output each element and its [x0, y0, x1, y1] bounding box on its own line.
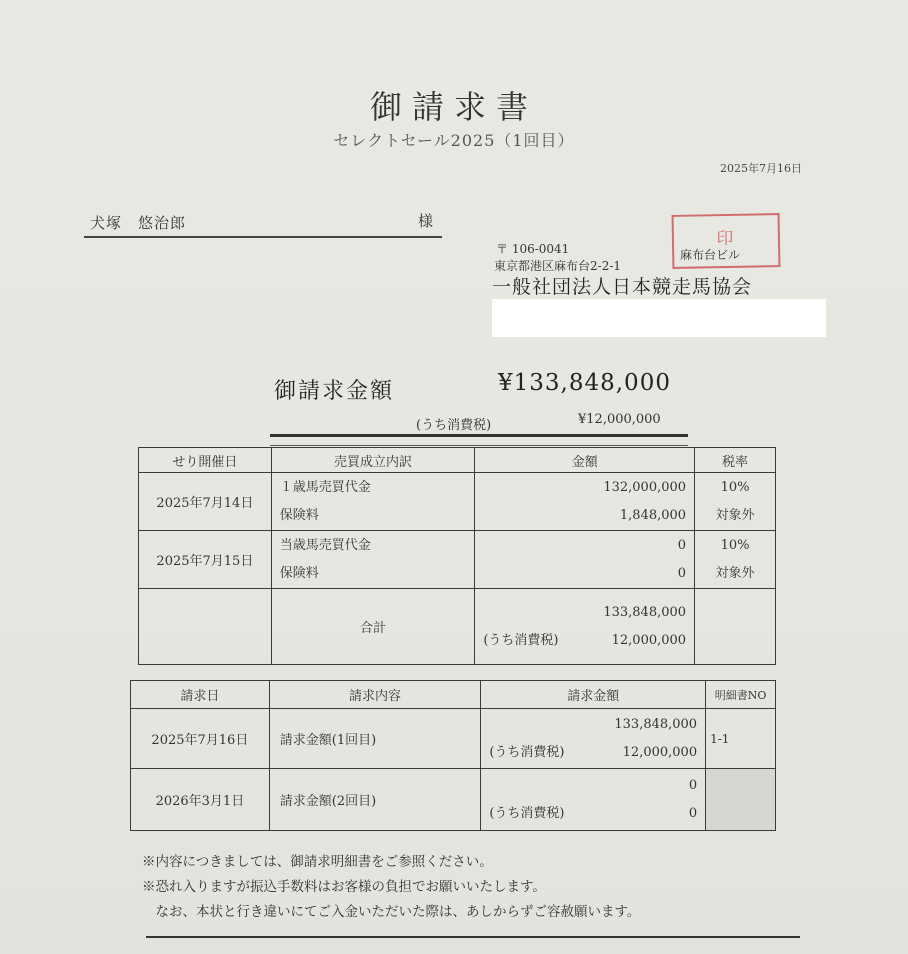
tax-label: (うち消費税)	[489, 744, 565, 760]
tax-rate: 対象外	[715, 565, 755, 581]
issuer-postal-code: 〒 106-0041	[496, 242, 570, 256]
statement-no	[706, 769, 776, 831]
row-amounts	[481, 769, 706, 831]
tax-rate: 10%	[720, 537, 750, 553]
amount-value: 133,848,000	[614, 716, 698, 732]
total-tax-line	[475, 627, 694, 655]
customer-honorific: 様	[418, 212, 434, 230]
total-amount-value: ¥133,848,000	[498, 370, 671, 396]
table-row	[139, 531, 776, 589]
total-tax-value: ¥12,000,000	[578, 412, 661, 427]
item-label: 当歳馬売買代金	[279, 537, 371, 553]
table-row	[131, 709, 776, 769]
note-line: なお、本状と行き違いにてご入金いただいた際は、あしからずご容赦願います。	[142, 904, 641, 920]
table-total-row	[139, 589, 776, 665]
statement-no: 1-1	[706, 709, 776, 769]
row-amounts	[475, 531, 695, 589]
empty-cell	[139, 589, 272, 665]
row-amounts	[481, 709, 706, 769]
table-row	[131, 769, 776, 831]
amount-value: 0	[688, 777, 698, 793]
tax-rate: 10%	[720, 479, 750, 495]
tax-value: 0	[688, 805, 698, 821]
company-seal-stamp: 印	[672, 213, 781, 269]
empty-cell	[695, 589, 776, 665]
row-date: 2026年3月1日	[131, 769, 270, 831]
row-date: 2025年7月14日	[139, 473, 272, 531]
sales-breakdown-table	[138, 447, 776, 665]
billing-schedule-table	[130, 680, 776, 831]
tax-label: (うち消費税)	[489, 805, 565, 821]
total-label: 合計	[271, 589, 475, 665]
row-items	[271, 531, 475, 589]
row-content: 請求金額(2回目)	[269, 769, 481, 831]
item-label: 保険料	[279, 507, 319, 523]
row-rates	[695, 473, 776, 531]
bottom-border	[146, 936, 800, 938]
total-underline-thin	[270, 445, 688, 446]
note-line: ※内容につきましては、御請求明細書をご参照ください。	[142, 854, 493, 870]
header-tax-rate: 税率	[695, 448, 776, 473]
redacted-area	[492, 299, 826, 337]
row-amounts	[475, 473, 695, 531]
issuer-address: 東京都港区麻布台2-2-1	[494, 259, 622, 273]
header-billing-amount: 請求金額	[481, 681, 706, 709]
row-date: 2025年7月15日	[139, 531, 272, 589]
total-amounts	[475, 589, 695, 665]
note-line: ※恐れ入りますが振込手数料はお客様の負担でお願いいたします。	[142, 879, 546, 895]
row-items	[271, 473, 475, 531]
document-subtitle: セレクトセール2025（1回目）	[333, 131, 575, 150]
amount-value: 0	[677, 537, 687, 553]
total-amount: 133,848,000	[603, 604, 687, 620]
tax-label: (うち消費税)	[483, 632, 559, 648]
table-header-row	[131, 681, 776, 709]
row-date: 2025年7月16日	[131, 709, 270, 769]
amount-value: 1,848,000	[619, 507, 687, 523]
tax-value: 12,000,000	[611, 632, 687, 648]
tax-line	[481, 739, 705, 767]
header-auction-date: せり開催日	[139, 448, 272, 473]
table-row	[139, 473, 776, 531]
item-label: 保険料	[279, 565, 319, 581]
tax-line	[481, 800, 705, 828]
table-header-row	[139, 448, 776, 473]
total-tax-label: (うち消費税)	[416, 418, 492, 433]
header-billing-date: 請求日	[131, 681, 270, 709]
header-statement-no: 明細書NO	[706, 681, 776, 709]
tax-value: 12,000,000	[622, 744, 698, 760]
header-amount: 金額	[475, 448, 695, 473]
document-title: 御請求書	[369, 88, 538, 126]
issuer-building: 麻布台ビル	[680, 248, 741, 262]
tax-rate: 対象外	[715, 507, 755, 523]
row-content: 請求金額(1回目)	[269, 709, 481, 769]
customer-underline	[84, 236, 442, 238]
customer-name: 犬塚 悠治郎	[90, 214, 187, 232]
header-billing-content: 請求内容	[269, 681, 481, 709]
issuer-name: 一般社団法人日本競走馬協会	[492, 276, 753, 298]
amount-value: 0	[677, 565, 687, 581]
issue-date: 2025年7月16日	[720, 162, 802, 175]
item-label: １歳馬売買代金	[279, 479, 371, 495]
row-rates	[695, 531, 776, 589]
header-sale-details: 売買成立内訳	[271, 448, 475, 473]
total-amount-label: 御請求金額	[274, 379, 395, 404]
total-underline	[270, 434, 688, 437]
amount-value: 132,000,000	[603, 479, 687, 495]
